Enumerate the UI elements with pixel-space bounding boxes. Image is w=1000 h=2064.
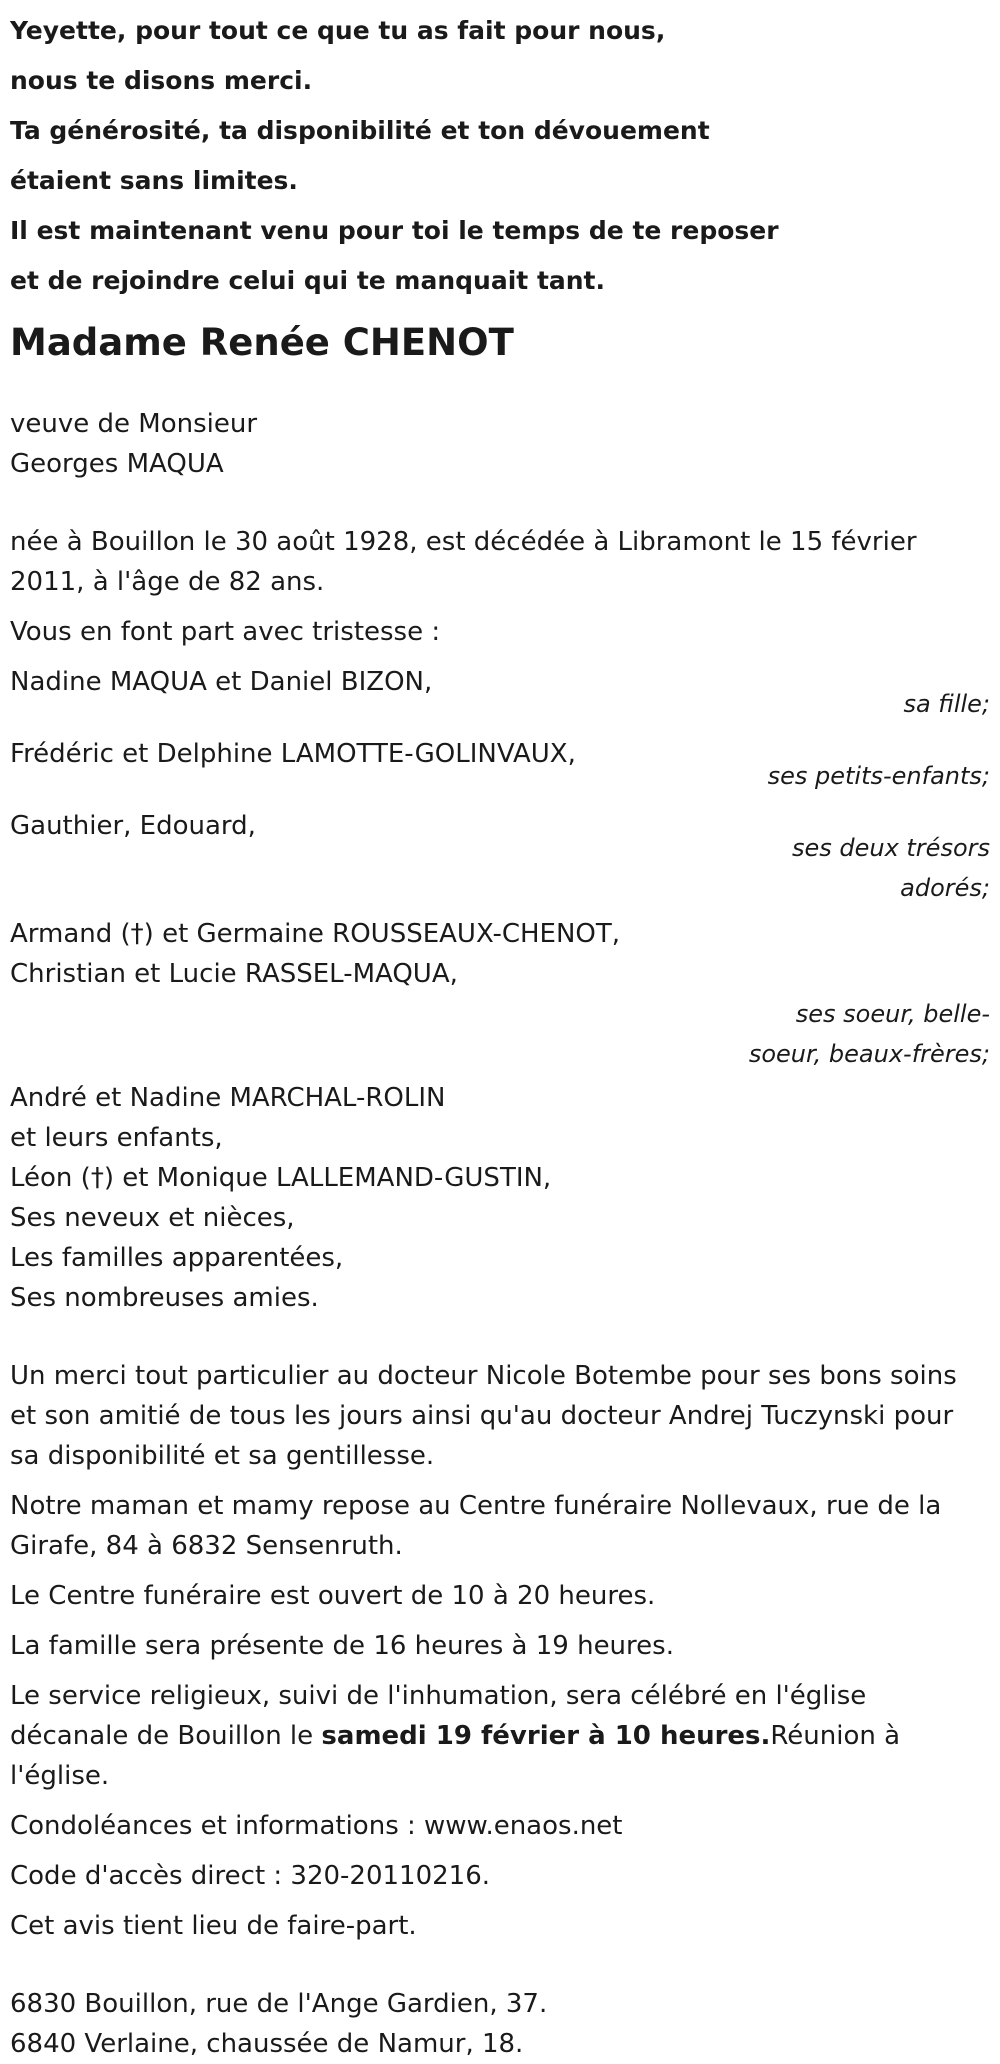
relative-line: André et Nadine MARCHAL-ROLIN xyxy=(10,1083,446,1113)
intro-line: Yeyette, pour tout ce que tu as fait pour nous, xyxy=(10,16,666,45)
widow-line: Georges MAQUA xyxy=(10,449,224,479)
deceased-name: Madame Renée CHENOT xyxy=(10,321,514,364)
service-info xyxy=(10,1676,990,1796)
relation-label: adorés; xyxy=(900,874,990,902)
relative-line: Ses neveux et nièces, xyxy=(10,1203,295,1233)
relative-line: Léon (†) et Monique LALLEMAND-GUSTIN, xyxy=(10,1163,552,1193)
intro-line: nous te disons merci. xyxy=(10,66,313,95)
obituary-notice xyxy=(10,0,990,2064)
intro-line: et de rejoindre celui qui te manquait tant. xyxy=(10,266,606,295)
family-presence: La famille sera présente de 16 heures à 19 heures. xyxy=(10,1631,674,1661)
family-names: Armand (†) et Germaine ROUSSEAUX-CHENOT, xyxy=(10,919,621,949)
relative-line: Ses nombreuses amies. xyxy=(10,1283,319,1313)
intro-line: Ta générosité, ta disponibilité et ton dévouement xyxy=(10,116,710,145)
intro-poem xyxy=(10,6,990,306)
family-names: Frédéric et Delphine LAMOTTE-GOLINVAUX, xyxy=(10,739,576,769)
address-line: 6830 Bouillon, rue de l'Ange Gardien, 37. xyxy=(10,1989,548,2019)
relation-label: ses deux trésors xyxy=(791,834,990,862)
intro-line: Il est maintenant venu pour toi le temps de te reposer xyxy=(10,216,779,245)
thanks-paragraph: Un merci tout particulier au docteur Nicole Botembe pour ses bons soins et son amitié de tous les jours ainsi qu'au docteur Andrej Tuczynski pour sa disponibilité et sa gentillesse. xyxy=(10,1361,957,1471)
service-date: samedi 19 février à 10 heures. xyxy=(321,1721,771,1751)
family-group-grandchildren xyxy=(10,734,990,796)
family-group-daughter xyxy=(10,662,990,724)
relation-label: ses soeur, belle- xyxy=(795,1000,990,1028)
family-group-treasures xyxy=(10,806,990,908)
access-code: Code d'accès direct : 320-20110216. xyxy=(10,1861,491,1891)
service-meeting: Réunion à l'église. xyxy=(10,1721,901,1791)
relation-label: sa fille; xyxy=(903,690,990,718)
widow-line: veuve de Monsieur xyxy=(10,409,258,439)
service-text: Le service religieux, suivi de l'inhumation, sera célébré en l'église décanale de Bouillon le xyxy=(10,1681,867,1751)
family-names: Christian et Lucie RASSEL-MAQUA, xyxy=(10,959,458,989)
birth-death-info: née à Bouillon le 30 août 1928, est décédée à Libramont le 15 février 2011, à l'âge de 82 ans. xyxy=(10,527,917,597)
relation-label: soeur, beaux-frères; xyxy=(748,1040,990,1068)
widow-info xyxy=(10,404,990,484)
family-names: Gauthier, Edouard, xyxy=(10,811,256,841)
notice-line: Cet avis tient lieu de faire-part. xyxy=(10,1911,417,1941)
opening-hours: Le Centre funéraire est ouvert de 10 à 20 heures. xyxy=(10,1581,656,1611)
family-names: Nadine MAQUA et Daniel BIZON, xyxy=(10,667,433,697)
condolences-info: Condoléances et informations : www.enaos.net xyxy=(10,1811,623,1841)
relative-line: Les familles apparentées, xyxy=(10,1243,344,1273)
address-line: 6840 Verlaine, chaussée de Namur, 18. xyxy=(10,2029,524,2059)
addresses xyxy=(10,1984,990,2064)
other-relatives xyxy=(10,1078,990,1318)
relation-label: ses petits-enfants; xyxy=(767,762,990,790)
announcement-line: Vous en font part avec tristesse : xyxy=(10,617,441,647)
intro-line: étaient sans limites. xyxy=(10,166,298,195)
family-group-siblings xyxy=(10,914,990,1074)
relative-line: et leurs enfants, xyxy=(10,1123,223,1153)
rest-location: Notre maman et mamy repose au Centre funéraire Nollevaux, rue de la Girafe, 84 à 6832 Sensenruth. xyxy=(10,1491,942,1561)
